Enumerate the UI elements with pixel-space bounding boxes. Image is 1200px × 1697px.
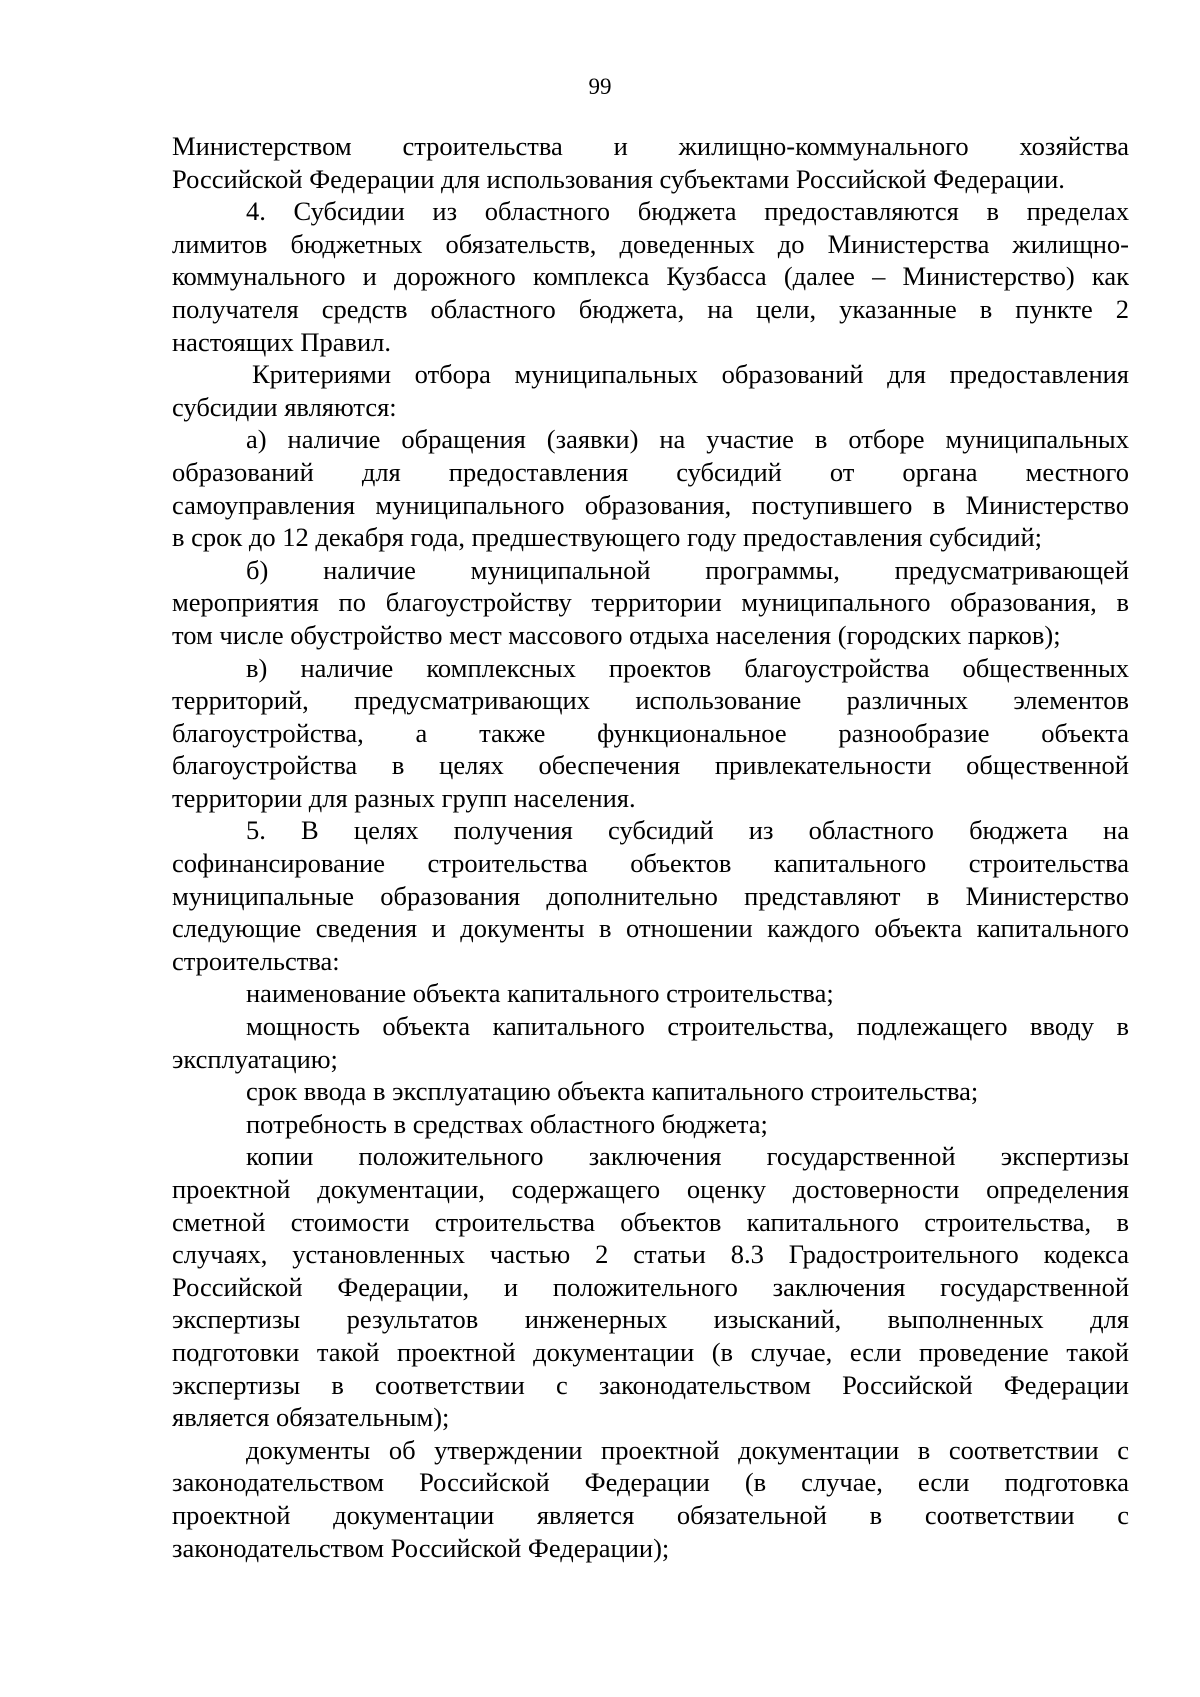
text-line: благоустройства в целях обеспечения привлекательности общественной (172, 750, 1129, 781)
text-line: самоуправления муниципального образования, поступившего в Министерство (172, 489, 1129, 520)
text-line: муниципальные образования дополнительно представляют в Министерство (172, 880, 1129, 911)
text-line: в срок до 12 декабря года, предшествующего году предоставления субсидий; (172, 522, 1042, 553)
text-line: территорий, предусматривающих использование различных элементов (172, 685, 1129, 716)
text-line: следующие сведения и документы в отношении каждого объекта капитального (172, 913, 1129, 944)
paragraph-first-line: 4. Субсидии из областного бюджета предоставляются в пределах (246, 196, 1129, 227)
text-line: проектной документации, содержащего оценку достоверности определения (172, 1174, 1129, 1204)
paragraph-first-line: срок ввода в эксплуатацию объекта капитального строительства; (246, 1076, 979, 1107)
text-line: благоустройства, а также функциональное разнообразие объекта (172, 717, 1129, 748)
text-line: мероприятия по благоустройству территории муниципального образования, в (172, 587, 1129, 618)
text-line: территории для разных групп населения. (172, 782, 636, 813)
paragraph-first-line: наименование объекта капитального строительства; (246, 978, 834, 1009)
text-line: строительства: (172, 945, 340, 976)
paragraph-first-line: потребность в средствах областного бюджета; (246, 1108, 768, 1139)
text-line: субсидии являются: (172, 391, 397, 422)
text-line: том числе обустройство мест массового отдыха населения (городских парков); (172, 619, 1061, 650)
text-line: экспертизы результатов инженерных изысканий, выполненных для (172, 1304, 1129, 1335)
text-line: коммунального и дорожного комплекса Кузбасса (далее – Министерство) как (172, 261, 1129, 292)
text-line: лимитов бюджетных обязательств, доведенных до Министерства жилищно- (172, 228, 1129, 259)
text-line: случаях, установленных частью 2 статьи 8.3 Градостроительного кодекса (172, 1239, 1129, 1270)
page-number: 99 (588, 74, 612, 99)
paragraph-first-line: мощность объекта капитального строительства, подлежащего вводу в (246, 1011, 1129, 1042)
paragraph-first-line: в) наличие комплексных проектов благоустройства общественных (246, 652, 1129, 683)
text-line: Российской Федерации, и положительного заключения государственной (172, 1271, 1129, 1302)
text-line: проектной документации является обязательной в соответствии с (172, 1499, 1129, 1530)
text-line: экспертизы в соответствии с законодательством Российской Федерации (172, 1369, 1129, 1400)
document-body (172, 130, 1129, 1564)
text-line: Российской Федерации для использования субъектами Российской Федерации. (172, 163, 1065, 194)
paragraph-first-line: документы об утверждении проектной документации в соответствии с (246, 1434, 1129, 1465)
paragraph-first-line: 5. В целях получения субсидий из областного бюджета на (246, 815, 1129, 846)
text-line: получателя средств областного бюджета, на цели, указанные в пункте 2 (172, 293, 1129, 324)
text-line: софинансирование строительства объектов капитального строительства (172, 848, 1129, 879)
text-line: образований для предоставления субсидий от органа местного (172, 456, 1129, 487)
paragraph-first-line: б) наличие муниципальной программы, предусматривающей (246, 554, 1129, 585)
text-line: законодательством Российской Федерации (в случае, если подготовка (172, 1467, 1129, 1498)
paragraph-first-line: Критериями отбора муниципальных образований для предоставления (252, 359, 1129, 390)
paragraph-first-line: копии положительного заключения государственной экспертизы (246, 1141, 1129, 1172)
text-line: подготовки такой проектной документации (в случае, если проведение такой (172, 1336, 1129, 1367)
text-line: законодательством Российской Федерации); (172, 1532, 670, 1563)
text-line: сметной стоимости строительства объектов капитального строительства, в (172, 1206, 1129, 1237)
text-line: является обязательным); (172, 1402, 450, 1433)
text-line: Министерством строительства и жилищно-коммунального хозяйства (172, 131, 1129, 161)
text-line: эксплуатацию; (172, 1043, 338, 1074)
paragraph-first-line: а) наличие обращения (заявки) на участие в отборе муниципальных (246, 424, 1129, 455)
text-line: настоящих Правил. (172, 326, 392, 357)
